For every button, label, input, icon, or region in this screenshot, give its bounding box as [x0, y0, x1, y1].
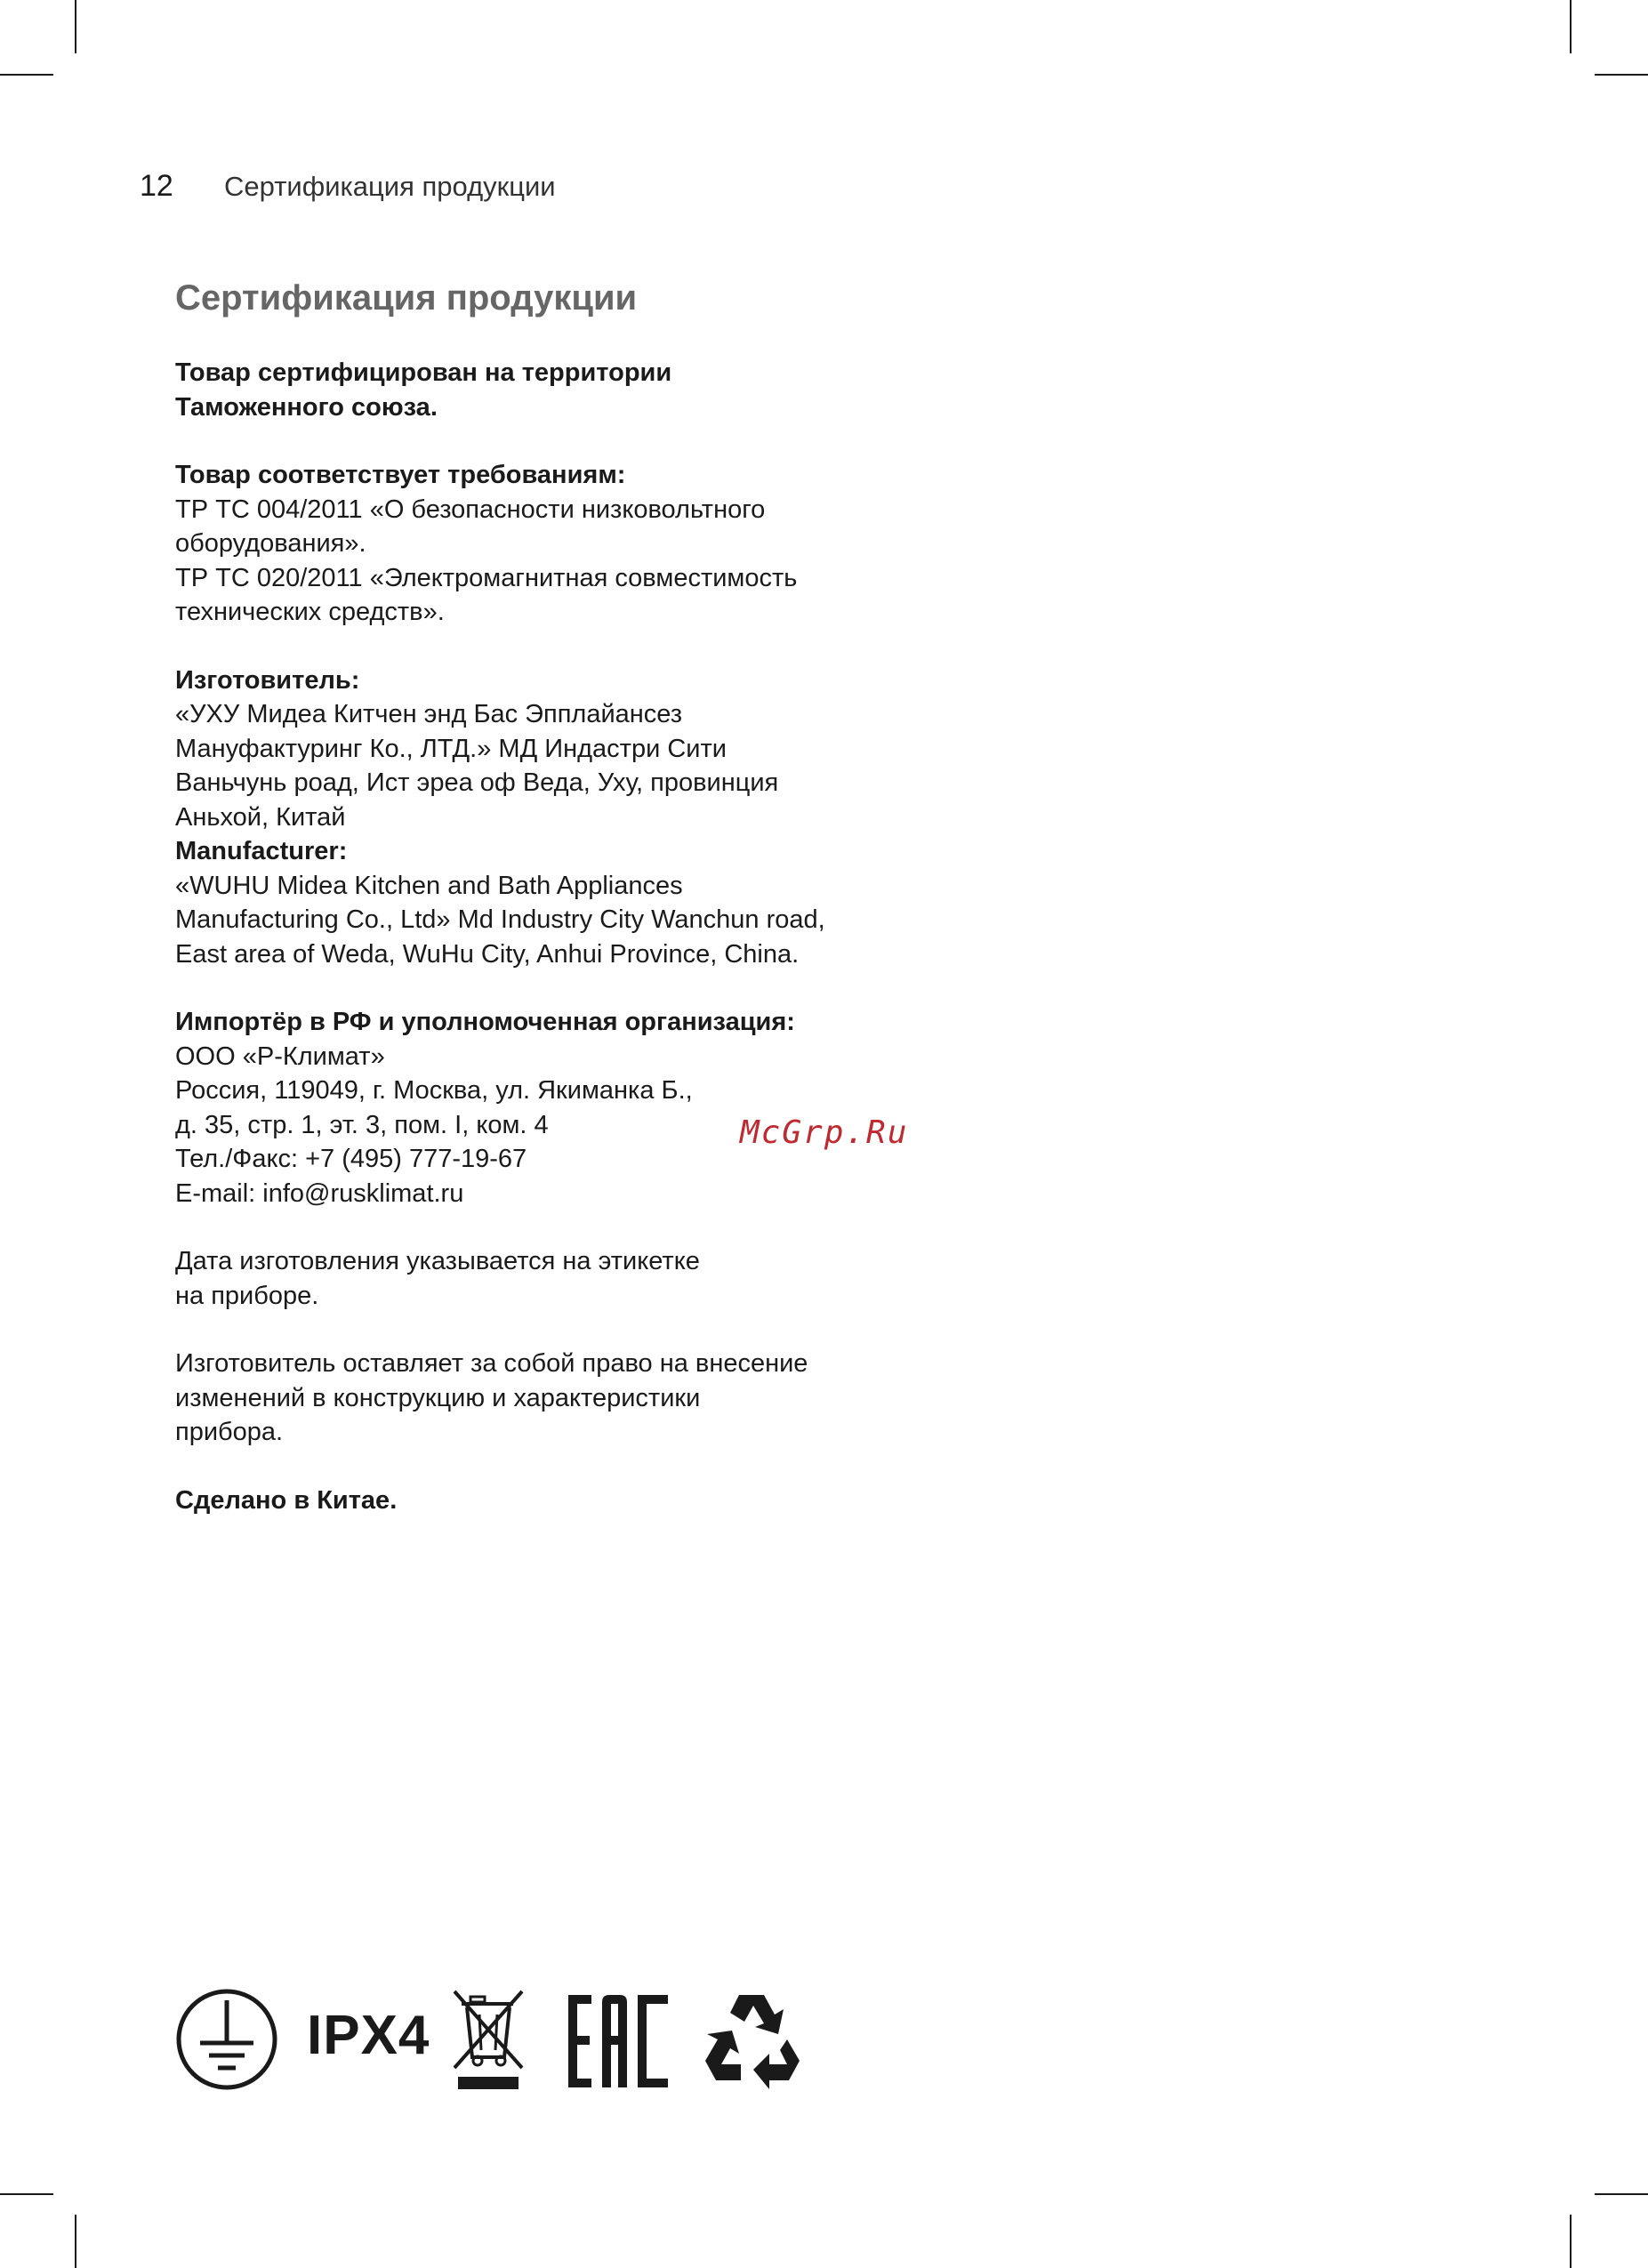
ipx4-icon: IPX4 — [307, 2005, 430, 2066]
page-title: Сертификация продукции — [175, 278, 638, 318]
block-heading: Товар сертифицирован на территории — [175, 358, 672, 387]
text-line: Изготовитель оставляет за собой право на внесение — [175, 1349, 808, 1378]
block-heading: Изготовитель: — [175, 665, 360, 695]
text-line: д. 35, стр. 1, эт. 3, пом. I, ком. 4 — [175, 1110, 549, 1139]
text-line: Россия, 119049, г. Москва, ул. Якиманка Б., — [175, 1076, 693, 1105]
text-line: East area of Weda, WuHu City, Anhui Province, China. — [175, 939, 800, 969]
block-heading: Сделано в Китае. — [175, 1485, 398, 1515]
text-line: Тел./Факс: +7 (495) 777-19-67 — [175, 1145, 527, 1173]
crop-mark — [1595, 2193, 1648, 2195]
eac-mark-icon — [565, 1991, 671, 2091]
block-heading: Импортёр в РФ и уполномоченная организация: — [175, 1008, 795, 1036]
crop-mark — [1595, 74, 1648, 76]
header-section-title: Сертификация продукции — [224, 171, 556, 202]
crop-mark — [1570, 0, 1572, 53]
text-line: Ваньчунь роад, Ист эреа оф Веда, Уху, провинция — [175, 768, 779, 797]
text-line: Аньхой, Китай — [175, 802, 346, 832]
weee-bin-icon — [451, 1988, 526, 2093]
block-heading: Таможенного союза. — [175, 392, 438, 422]
text-blocks — [175, 356, 887, 1517]
text-line: ТР ТС 004/2011 «О безопасности низковольтного — [175, 495, 766, 524]
text-line: оборудования». — [175, 529, 366, 558]
text-line: прибора. — [175, 1418, 284, 1446]
watermark: McGrp.Ru — [740, 1114, 909, 1151]
running-header — [140, 169, 556, 204]
text-line: Дата изготовления указывается на этикетке — [175, 1247, 700, 1275]
crop-mark — [75, 0, 76, 53]
text-line: E-mail: info@rusklimat.ru — [175, 1178, 464, 1208]
text-line: Manufacturing Co., Ltd» Md Industry City Wanchun road, — [175, 905, 825, 934]
text-block — [175, 1347, 887, 1450]
text-line: на приборе. — [175, 1281, 319, 1310]
text-block — [175, 1244, 887, 1313]
text-block — [175, 356, 887, 424]
text-line: ООО «Р-Климат» — [175, 1042, 385, 1071]
text-line: «WUHU Midea Kitchen and Bath Appliances — [175, 871, 683, 900]
crop-mark — [75, 2215, 76, 2268]
text-block — [175, 1484, 887, 1518]
crop-mark — [0, 74, 53, 76]
text-block — [175, 458, 887, 630]
text-block — [175, 1005, 887, 1210]
text-block — [175, 664, 887, 972]
crop-mark — [1570, 2215, 1572, 2268]
ground-icon — [175, 1988, 278, 2091]
recycle-icon — [698, 1990, 805, 2091]
page-number: 12 — [140, 169, 173, 203]
main-content — [175, 276, 887, 1551]
text-line: «УХУ Мидеа Китчен энд Бас Эпплайансез — [175, 700, 683, 728]
text-line: изменений в конструкцию и характеристики — [175, 1383, 701, 1412]
text-line: ТР ТС 020/2011 «Электромагнитная совместимость — [175, 563, 798, 592]
block-heading: Товар соответствует требованиям: — [175, 461, 626, 489]
block-heading: Manufacturer: — [175, 837, 348, 865]
crop-mark — [0, 2193, 53, 2195]
text-line: технических средств». — [175, 598, 445, 626]
text-line: Мануфактуринг Ко., ЛТД.» МД Индастри Сити — [175, 734, 727, 763]
